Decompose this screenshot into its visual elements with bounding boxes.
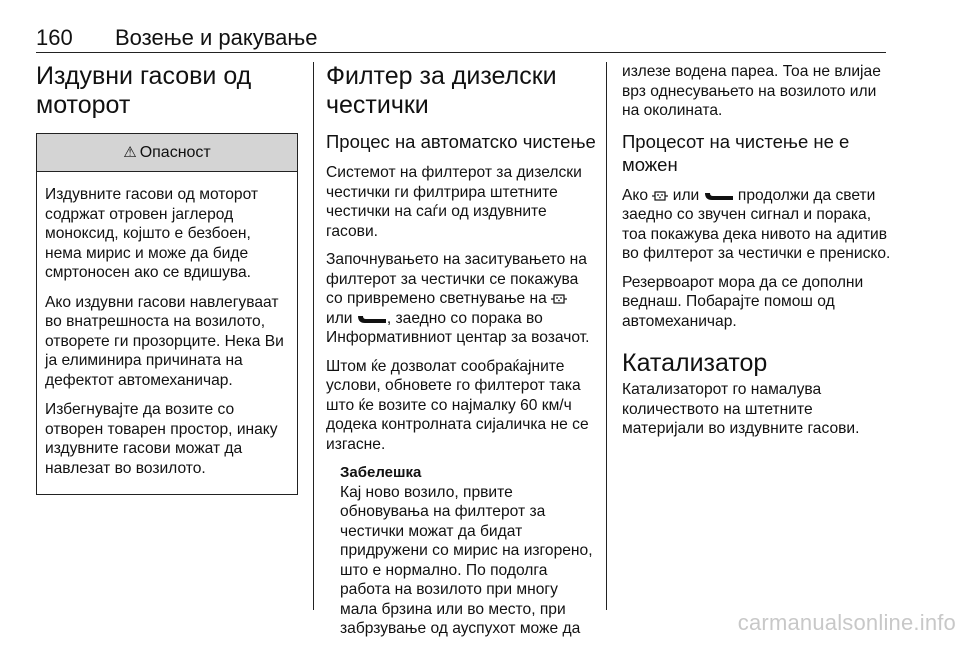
paragraph: Резервоарот мора да се дополни веднаш. Побарајте помош од автомеханичар.	[622, 273, 864, 330]
warning-body	[37, 172, 297, 494]
heading-exhaust-gases: Издувни гасови од моторот	[36, 62, 252, 119]
exhaust-pipe-icon	[704, 189, 734, 203]
warning-triangle-icon: ⚠	[123, 144, 137, 161]
page-number: 160	[36, 25, 73, 50]
paragraph: Ако или продолжи да свети заедно со звучен сигнал и порака, тоа покажува дека нивото на адитив во филтерот за честички е прениско.	[622, 186, 891, 262]
column-3	[622, 62, 892, 448]
subheading-auto-cleaning: Процес на автоматско чистење	[326, 131, 596, 152]
paragraph: излезе водена пареа. Тоа не влијае врз однесувањето на возилото или на околината.	[622, 63, 881, 119]
exhaust-pipe-icon	[357, 312, 387, 326]
heading-catalytic-converter: Катализатор	[622, 349, 768, 377]
warning-paragraph: Ако издувни гасови навлегуваат во внатрешноста на возилото, отворете ги прозорците. Нека Ви ја елиминира причината на дефектот автомеханичар.	[45, 293, 284, 389]
column-2	[326, 62, 596, 648]
warning-header	[37, 134, 297, 172]
paragraph: Системот на филтерот за дизелски честички ги филтрира штетните честички на саѓи од издувните гасови.	[326, 164, 582, 240]
column-1	[36, 62, 298, 495]
diesel-particulate-filter-icon	[551, 292, 567, 306]
watermark: carmanualsonline.info	[737, 610, 956, 635]
diesel-particulate-filter-icon	[652, 189, 668, 203]
header-rule	[36, 52, 886, 53]
subheading-cleaning-not-possible: Процесот на чистење не е можен	[622, 130, 850, 175]
paragraph: Катализаторот го намалува количеството на штетните материјали во издувните гасови.	[622, 381, 860, 437]
note-block	[340, 463, 596, 639]
warning-paragraph: Избегнувајте да возите со отворен товарен простор, инаку издувните гасови можат да навлезат во возилото.	[45, 401, 278, 477]
note-heading: Забелешка	[340, 464, 422, 481]
warning-paragraph: Издувните гасови од моторот содржат отровен јаглерод моноксид, којшто е безбоен, нема мирис и може да биде смртоносен ако се вдишува.	[45, 186, 259, 281]
warning-label: Опасност	[139, 144, 211, 161]
column-divider	[606, 62, 607, 610]
heading-diesel-filter: Филтер за дизелски честички	[326, 62, 557, 119]
note-text: Кај ново возило, првите обновувања на филтерот за честички можат да бидат придружени со мирис на изгорено, што е нормално. По подолга работа на возилото при многу мала брзина или во место, при забрзување од ауспухот може да	[340, 483, 593, 637]
warning-box	[36, 133, 298, 495]
paragraph: Започнувањето на заситувањето на филтерот за честички се покажува со привремено светнување на или , заедно со порака во Информативниот центар за возачот.	[326, 251, 590, 346]
column-divider	[313, 62, 314, 610]
page-header	[36, 25, 886, 53]
paragraph: Штом ќе дозволат сообраќајните услови, обновете го филтерот така што ќе возите со најмалку 60 км/ч додека контролната сијаличка не се изгасне.	[326, 357, 589, 453]
section-title: Возење и ракување	[115, 25, 318, 50]
